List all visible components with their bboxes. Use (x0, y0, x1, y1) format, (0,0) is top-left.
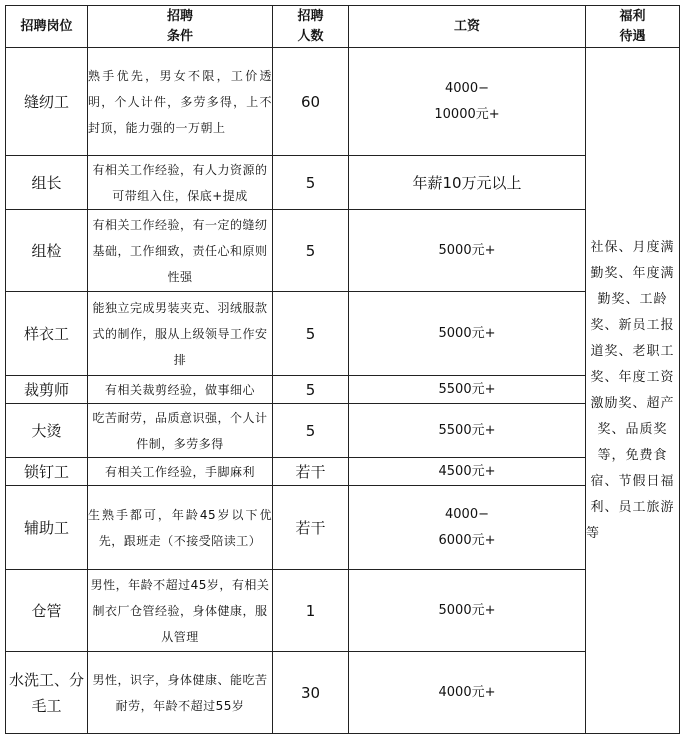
salary-cell: 年薪10万元以上 (349, 156, 586, 210)
salary-cell: 5500元+ (349, 404, 586, 458)
table-row (6, 404, 680, 458)
position-cell: 缝纫工 (6, 48, 88, 156)
position-cell: 仓管 (6, 570, 88, 652)
table-row (6, 48, 680, 156)
count-cell: 5 (273, 292, 349, 376)
header-position: 招聘岗位 (6, 6, 88, 48)
position-cell: 水洗工、分毛工 (6, 652, 88, 734)
conditions-cell: 男性，年龄不超过45岁，有相关制衣厂仓管经验，身体健康，服从管理 (88, 570, 273, 652)
position-cell: 组检 (6, 210, 88, 292)
conditions-cell: 有相关裁剪经验，做事细心 (88, 376, 273, 404)
table-row (6, 570, 680, 652)
count-cell: 5 (273, 404, 349, 458)
header-count: 招聘 人数 (273, 6, 349, 48)
conditions-cell: 有相关工作经验，有人力资源的可带组入住，保底+提成 (88, 156, 273, 210)
recruitment-table (5, 5, 680, 734)
benefits-cell: 社保、月度满勤奖、年度满勤奖、工龄奖、新员工报道奖、老职工奖、年度工资激励奖、超产奖、品质奖等，免费食宿、节假日福利、员工旅游等 (586, 48, 680, 734)
count-cell: 若干 (273, 458, 349, 486)
table-row (6, 652, 680, 734)
header-row (6, 6, 680, 48)
position-cell: 裁剪师 (6, 376, 88, 404)
position-cell: 组长 (6, 156, 88, 210)
count-cell: 5 (273, 376, 349, 404)
table-row (6, 292, 680, 376)
count-cell: 30 (273, 652, 349, 734)
count-cell: 5 (273, 156, 349, 210)
table-row (6, 156, 680, 210)
table-row (6, 458, 680, 486)
count-cell: 1 (273, 570, 349, 652)
position-cell: 辅助工 (6, 486, 88, 570)
salary-cell: 4500元+ (349, 458, 586, 486)
position-cell: 锁钉工 (6, 458, 88, 486)
salary-cell: 5000元+ (349, 570, 586, 652)
table-row (6, 210, 680, 292)
count-cell: 若干 (273, 486, 349, 570)
table-row (6, 376, 680, 404)
conditions-cell: 生熟手都可，年龄45岁以下优先，跟班走（不接受陪读工） (88, 486, 273, 570)
salary-cell: 4000− 6000元+ (349, 486, 586, 570)
conditions-cell: 能独立完成男装夹克、羽绒服款式的制作，服从上级领导工作安排 (88, 292, 273, 376)
position-cell: 大烫 (6, 404, 88, 458)
table-row (6, 486, 680, 570)
conditions-cell: 男性，识字，身体健康、能吃苦耐劳，年龄不超过55岁 (88, 652, 273, 734)
count-cell: 60 (273, 48, 349, 156)
header-benefits: 福利 待遇 (586, 6, 680, 48)
header-conditions: 招聘 条件 (88, 6, 273, 48)
count-cell: 5 (273, 210, 349, 292)
salary-cell: 4000− 10000元+ (349, 48, 586, 156)
conditions-cell: 有相关工作经验，手脚麻利 (88, 458, 273, 486)
conditions-cell: 吃苦耐劳，品质意识强，个人计件制，多劳多得 (88, 404, 273, 458)
salary-cell: 5000元+ (349, 292, 586, 376)
salary-cell: 4000元+ (349, 652, 586, 734)
salary-cell: 5000元+ (349, 210, 586, 292)
header-salary: 工资 (349, 6, 586, 48)
position-cell: 样衣工 (6, 292, 88, 376)
conditions-cell: 有相关工作经验，有一定的缝纫基础，工作细致，责任心和原则性强 (88, 210, 273, 292)
salary-cell: 5500元+ (349, 376, 586, 404)
conditions-cell: 熟手优先，男女不限，工价透明，个人计件，多劳多得，上不封顶，能力强的一万朝上 (88, 48, 273, 156)
